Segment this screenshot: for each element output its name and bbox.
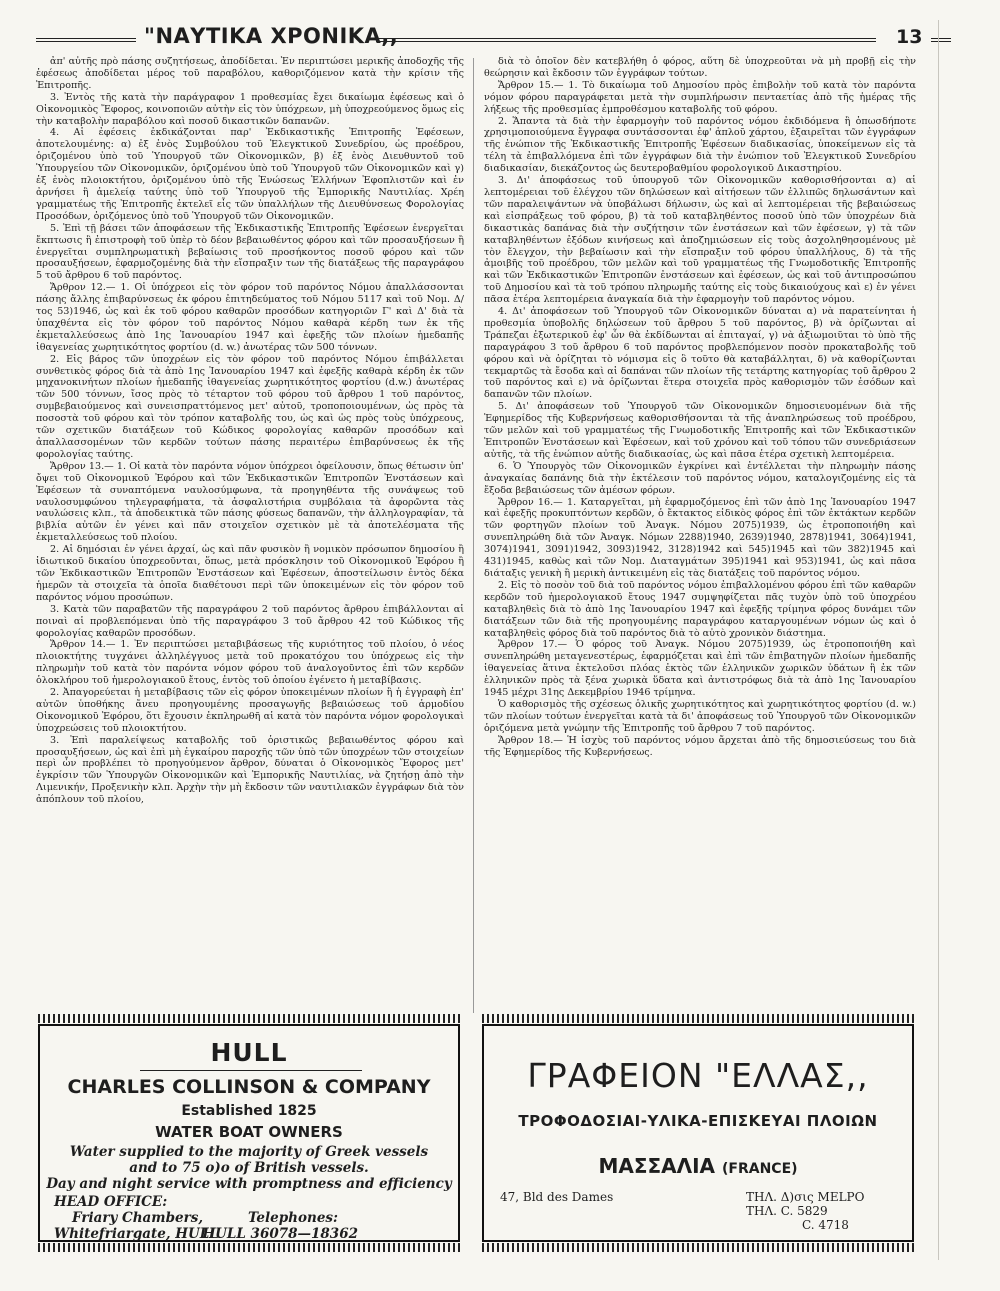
paragraph: 3. Ἐπὶ παραλείψεως καταβολῆς τοῦ ὁριστικῶς βεβαιωθέντος φόρου καὶ προσαυξήσεων, ὡς καὶ ἐπὶ μὴ ἐγκαίρου παροχῆς τῶν ὑπὸ τῶν ὑποχρέων τῶν στοιχείων περὶ ὧν προβλέπει τὸ προηγούμενον ἄρθρον, δύναται ὁ Οἰκονομικὸς Ἔφορος μετ' ἐγκρίσιν τῶν Ὑπουργῶν Οἰκονομικῶν καὶ Ἐμπορικῆς Ναυτιλίας, νὰ ζητήσῃ ἀπὸ τὴν Λιμενικήν, Προξενικὴν κλπ. Ἀρχὴν τὴν μὴ ἔκδοσιν τῶν ναυτιλιακῶν ἐγγράφων διὰ τὸν ἀπόπλουν τοῦ πλοίου, [36,734,464,806]
ad-company-name: CHARLES COLLINSON & COMPANY [67,1076,431,1098]
paragraph: 5. Δι' ἀποφάσεων τοῦ Ὑπουργοῦ τῶν Οἰκονομικῶν δημοσιευομένων διὰ τῆς Ἐφημερίδος τῆς Κυβερνήσεως καθορισθήσονται τὰ τῆς ἀναπληρώσεως τοῦ προέδρου, τῶν μελῶν καὶ τοῦ γραμματέως τῆς Γνωμοδοτικῆς Ἐπιτροπῆς καὶ τῶν Ἐκδικαστικῶν Ἐπιτροπῶν Ἐνστάσεων καὶ Ἐφέσεων, καὶ τοῦ χρόνου καὶ τοῦ τόπου τῶν συνεδριάσεων αὐτῆς, τὰ τῆς ἐνώπιον αὐτῆς διαδικασίας, ὡς καὶ πᾶσα ἑτέρα σχετικὴ λεπτομέρεια. [484,401,916,460]
office-line: Friary Chambers, [72,1210,204,1226]
slogan-line: Water supplied to the majority of Greek vessels [69,1144,429,1160]
ad-city [484,1154,912,1178]
page-header [36,22,951,54]
paragraph: 3. Ἐντὸς τῆς κατὰ τὴν παράγραφον 1 προθεσμίας ἔχει δικαίωμα ἐφέσεως καὶ ὁ Οἰκονομικὸς Ἔφορος, κοινοποιῶν αὐτὴν εἰς τὸν ὑπόχρεων, μὴ ὑποχρεούμενος ὅμως εἰς τὴν καταβολὴν παραβόλου καὶ ποσοῦ δικαστικῶν δαπανῶν. [36,91,464,127]
paragraph: 4. Δι' ἀποφάσεων τοῦ Ὑπουργοῦ τῶν Οἰκονομικῶν δύναται α) νὰ παρατείνηται ἡ προθεσμία ὑποβολῆς δηλώσεων τοῦ ἄρθρου 5 τοῦ παρόντος, β) νὰ ὁρίζωνται αἱ Τράπεζαι ἐξωτερικοῦ ἐφ' ὧν θὰ ἐκδίδωνται αἱ ἐπιταγαί, γ) νὰ ἀξιωμοιῦται τὸ ὑπὸ τῆς παραγράφου 3 τοῦ ἄρθρου 6 τοῦ παρόντος προβλεπόμενον ποσὸν προκαταβολῆς τοῦ φόρου καὶ νὰ ὁρίζηται τὸ νόμισμα εἰς ὃ τοῦτο θὰ καταβάλληται, δ) νὰ καθορίζωνται τεκμαρτῶς τὰ ἔσοδα καὶ αἱ δαπάναι τῶν πλοίων τῆς τετάρτης κατηγορίας τοῦ ἄρθρου 2 τοῦ παρόντος καὶ ε) νὰ ὁρίζωνται ἕτερα στοιχεῖα πρὸς καθορισμὸν τῶν ἐσόδων καὶ δαπανῶν τῶν πλοίων. [484,306,916,401]
paragraph: 4. Αἱ ἐφέσεις ἐκδικάζονται παρ' Ἐκδικαστικῆς Ἐπιτροπῆς Ἐφέσεων, ἀποτελουμένης: α) ἐξ ἑνὸς Συμβούλου τοῦ Ἐλεγκτικοῦ Συνεδρίου, ὡς προέδρου, ὁριζομένου ὑπὸ τοῦ Ὑπουργοῦ τῶν Οἰκονομικῶν, β) ἐξ ἑνὸς Διευθυντοῦ τοῦ Ὑπουργείου τῶν Οἰκονομικῶν, ὁριζομένου ὑπὸ τοῦ Ὑπουργοῦ τῶν Οἰκονομικῶν καὶ γ) ἐξ ἑνὸς πλοιοκτήτου, ὁριζομένου ὑπὸ τῆς Ἑνώσεως Ἑλλήνων Ἐφοπλιστῶν καὶ ἐν ἀρνήσει ἢ ἀμελείᾳ ταύτης ὑπὸ τοῦ Ὑπουργοῦ τῆς Ἐμπορικῆς Ναυτιλίας. Χρέη γραμματέως τῆς Ἐπιτροπῆς ἐκτελεῖ εἷς τῶν ὑπαλλήλων τῆς Διευθύνσεως Φορολογίας Προσόδων, ὁριζόμενος ὑπὸ τοῦ Ὑπουργοῦ τῶν Οἰκονομικῶν. [36,127,464,222]
country-name: (FRANCE) [722,1161,798,1177]
paragraph: 2. Εἰς τὸ ποσὸν τοῦ διὰ τοῦ παρόντος νόμου ἐπιβαλλομένου φόρου ἐπὶ τῶν καθαρῶν κερδῶν τοῦ ἡμερολογιακοῦ ἔτους 1947 συμψηφίζεται πᾶς τυχὸν ὑπὸ τοῦ ὑποχρέου καταβληθεὶς διὰ τὸ ἀπὸ 1ης Ἰανουαρίου 1947 καὶ ἐφεξῆς τρίμηνα φόρος δυνάμει τῶν διατάξεων τῶν διὰ τῆς προηγουμένης παραγράφου καταργουμένων νόμων ὡς καὶ ὁ καταβληθεὶς φόρος διὰ τοῦ παρόντος διὰ τὸ αὐτὸ χρονικὸν διάστημα. [484,579,916,639]
header-rule-middle [376,38,876,42]
office-label: HEAD OFFICE: [54,1194,168,1210]
paragraph: Ἄρθρον 17.— Ὁ φόρος τοῦ Ἀναγκ. Νόμου 2075)1939, ὡς ἐτροποποιήθη καὶ συνεπληρώθη μεταγενεστέρως, ἐφαρμόζεται καὶ ἐπὶ τῶν ἐπιβατηγῶν πλοίων ἡμεδαπῆς ἰθαγενείας ἅτινα ἐκτελοῦσι πλόας ἐκτὸς τῶν ἑλληνικῶν χωρικῶν ὑδάτων ἢ ἐκ τῶν ἑλληνικῶν πρὸς τὰ ξένα χωρικὰ ὕδατα καὶ ἀντιστρόφως διὰ τὰ ἀπὸ 1ης Ἰανουαρίου 1945 μέχρι 31ης Δεκεμβρίου 1946 τρίμηνα. [484,639,916,699]
telegraph-line: ΤΗΛ. Δ)σις MELPO [746,1190,865,1204]
paragraph: 3. Κατὰ τῶν παραβατῶν τῆς παραγράφου 2 τοῦ παρόντος ἄρθρου ἐπιβάλλονται αἱ ποιναὶ αἱ προβλεπόμεναι ὑπὸ τῆς παραγράφου 3 τοῦ ἄρθρου 42 τοῦ Κώδικος τῆς φορολογίας καθαρῶν προσόδων. [36,603,464,639]
paragraph: 3. Δι' ἀποφάσεως τοῦ ὑπουργοῦ τῶν Οἰκονομικῶν καθορισθήσονται α) αἱ λεπτομέρειαι τοῦ ἐλέγχου τῶν δηλώσεων καὶ αἰτήσεων τῶν ἐλλιπῶς δηλωσάντων καὶ τῶν παραλειψάντων νὰ ὑποβάλωσι δήλωσιν, ὡς καὶ αἱ λεπτομέρειαι τῆς βεβαιώσεως καὶ εἰσπράξεως τοῦ φόρου, β) τὰ τοῦ καταβληθέντος ποσοῦ ὑπὸ τῶν ὑποχρέων διὰ δικαστικὰς δαπάνας διὰ τὴν συζήτησιν τῶν ἐνστάσεων καὶ τῶν ἐφέσεων, γ) τὰ τῶν καταβληθέντων ἐξόδων κινήσεως καὶ ἀποζημιώσεων εἰς τοὺς ἀσχοληθησομένους μὲ τὸν ἔλεγχον, τὴν βεβαίωσιν καὶ τὴν εἴσπραξιν τοῦ φόρου ὑπαλλήλους, δ) τὰ τῆς ἀμοιβῆς τοῦ προέδρου, τῶν μελῶν καὶ τοῦ γραμματέως τῆς Γνωμοδοτικῆς Ἐπιτροπῆς καὶ τῶν Ἐκδικαστικῶν Ἐπιτροπῶν ἐνστάσεων καὶ ἐφέσεων, ὡς καὶ τοῦ ἀντιπροσώπου τοῦ Δημοσίου καὶ τὰ τοῦ τρόπου πληρωμῆς ταύτης εἰς τοὺς δικαιούχους καὶ ε) ἐν γένει πᾶσα ἑτέρα λεπτομέρεια ἀναγκαία διὰ τὴν ἐφαρμογὴν τοῦ παρόντος νόμου. [484,175,916,306]
page-number: 13 [896,26,923,48]
advertisement-hull [38,1024,460,1242]
paragraph: Ἄρθρον 12.— 1. Οἱ ὑπόχρεοι εἰς τὸν φόρον τοῦ παρόντος Νόμου ἀπαλλάσσονται πάσης ἄλλης ἐπιβαρύνσεως ἐκ φόρου ἐπιτηδεύματος τοῦ Νόμου 5117 καὶ τοῦ Νομ. Δ/τος 53)1946, ὡς καὶ ἐκ τοῦ φόρου καθαρῶν προσόδων κατηγοριῶν Γ' καὶ Δ' διὰ τὰ ὑπαχθέντα εἰς τὸν φόρον τοῦ παρόντος Νόμου καθαρὰ κέρδη των ἐκ τῆς ἐκμεταλλεύσεως ἀπὸ 1ης Ἰανουαρίου 1947 καὶ ἐφεξῆς τῶν πλοίων ἡμεδαπῆς ἰθαγενείας χωρητικότητος φορτίου (d. w.) ἀνωτέρας τῶν 500 τόννων. [36,282,464,353]
publication-title: "ΝΑΥΤΙΚΑ ΧΡΟΝΙΚΑ,, [144,24,399,48]
paragraph: διὰ τὸ ὁποῖον δὲν κατεβλήθη ὁ φόρος, αὕτη δὲ ὑποχρεοῦται νὰ μὴ προβῇ εἰς τὴν θεώρησιν καὶ ἔκδοσιν τῶν ἐγγράφων τούτων. [484,56,916,79]
slogan-line: and to 75 o)o of British vessels. [129,1160,369,1176]
paragraph: Ἄρθρον 14.— 1. Ἐν περιπτώσει μεταβιβάσεως τῆς κυριότητος τοῦ πλοίου, ὁ νέος πλοιοκτήτης τυγχάνει ἀλληλέγγυος μετὰ τοῦ προκατόχου του ὑπόχρεως εἰς τὴν πληρωμὴν τοῦ κατὰ τὸν παρόντα νόμον φόρου τοῦ ἀναλογοῦντος ἐπὶ τῶν κερδῶν ὁλοκλήρου τοῦ ἡμερολογιακοῦ ἔτους, ἐντὸς τοῦ ὁποίου ἐγένετο ἡ μεταβίβασις. [36,639,464,687]
ad-established: Established 1825 [181,1103,317,1119]
ad-address: 47, Bld des Dames [500,1190,614,1204]
ad-services: ΤΡΟΦΟΔΟΣΙΑΙ-ΥΛΙΚΑ-ΕΠΙΣΚΕΥΑΙ ΠΛΟΙΩΝ [518,1112,878,1130]
paragraph: Ἄρθρον 13.— 1. Οἱ κατὰ τὸν παρόντα νόμον ὑπόχρεοι ὀφείλουσιν, ὅπως θέτωσιν ὑπ' ὄψει τοῦ Οἰκονομικοῦ Ἐφόρου καὶ τῶν Ἐκδικαστικῶν Ἐπιτροπῶν Ἐνστάσεων καὶ Ἐφέσεων τὰ συναπτόμενα ναυλοσύμφωνα, τὰ προηγηθέντα τῆς συνάψεως τοῦ ναυλοσυμφώνου τηλεγραφήματα, τὰ ἀσφαλιστήρια συμβόλαια τὰ ἀφορῶντα τὰς ναυλώσεις κλπ., τὰ ἀποδεικτικὰ τῶν πάσης φύσεως δαπανῶν, τὴν ἀλληλογραφίαν, τὰ βιβλία αὐτῶν ἐν γένει καὶ πᾶν στοιχεῖον σχετικὸν μὲ τὰ ἀποτελέσματα τῆς ἐκμεταλλεύσεως τοῦ πλοίου. [36,460,464,544]
ad-telephones [40,1194,358,1242]
paragraph: 2. Αἱ δημόσιαι ἐν γένει ἀρχαί, ὡς καὶ πᾶν φυσικὸν ἢ νομικὸν πρόσωπον δημοσίου ἢ ἰδιωτικοῦ δικαίου ὑποχρεοῦνται, ὅπως, μετὰ πρόσκλησιν τοῦ Οἰκονομικοῦ Ἐφόρου ἢ τῶν Ἐκδικαστικῶν Ἐπιτροπῶν Ἐνστάσεων καὶ Ἐφέσεων, ἀποστείλωσιν ἐντὸς δέκα ἡμερῶν τὰ στοιχεῖα τὰ ὁποῖα διαθέτουσι περὶ τῶν ὑποκειμένων εἰς τὸν φόρον τοῦ παρόντος νόμου προσώπων. [36,544,464,603]
ad-divider [140,1070,362,1071]
ad-slogan [40,1144,458,1192]
paragraph: Ὁ καθορισμὸς τῆς σχέσεως ὁλικῆς χωρητικότητος καὶ χωρητικότητος φορτίου (d. w.) τῶν πλοίων τούτων ἐνεργεῖται κατὰ τὰ δι' ἀποφάσεως τοῦ Ὑπουργοῦ τῶν Οἰκονομικῶν ὁριζόμενα μετὰ γνώμην τῆς Ἐπιτροπῆς τοῦ ἄρθρου 7 τοῦ παρόντος. [484,698,916,734]
column-divider [473,58,474,1013]
advertisement-ellas [482,1024,914,1242]
header-rule-right [931,38,951,42]
paragraph: Ἄρθρον 16.— 1. Καταργεῖται, μὴ ἐφαρμοζόμενος ἐπὶ τῶν ἀπὸ 1ης Ἰανουαρίου 1947 καὶ ἐφεξῆς προκυπτόντων κερδῶν, ὁ ἔκτακτος εἰδικὸς φόρος ἐπὶ τῶν ἐκτάκτων κερδῶν τῶν φορτηγῶν πλοίων τοῦ Ἀναγκ. Νόμου 2075)1939, ὡς ἐτροποποιήθη καὶ συνεπληρώθη διὰ τῶν Ἀναγκ. Νόμων 2288)1940, 2639)1940, 2878)1941, 3064)1941, 3074)1941, 3091)1942, 3093)1942, 3128)1942 καὶ 545)1945 καὶ τῶν 382)1945 καὶ 431)1945, καθὼς καὶ τῶν Νομ. Διαταγμάτων 395)1941 καὶ 953)1941, ὡς καὶ πᾶσα διάταξις γενικὴ ἢ μερικὴ ἀντικειμένη εἰς τὰς διατάξεις τοῦ παρόντος νόμου. [484,496,916,579]
header-rule-left [36,38,136,42]
paragraph: ἀπ' αὐτῆς πρὸ πάσης συζητήσεως, ἀποδίδεται. Ἐν περιπτώσει μερικῆς ἀποδοχῆς τῆς ἐφέσεως ἀποδίδεται μέρος τοῦ παραβόλου, καθοριζόμενον κατὰ τὴν κρίσιν τῆς Ἐπιτροπῆς. [36,56,464,91]
telephone-line: ΤΗΛ. C. 5829 [746,1204,828,1218]
paragraph: 6. Ὁ Ὑπουργὸς τῶν Οἰκονομικῶν ἐγκρίνει καὶ ἐντέλλεται τὴν πληρωμὴν πάσης ἀναγκαίας δαπάνης διὰ τὴν ἐκτέλεσιν τοῦ παρόντος νόμου, καταλογιζομένης εἰς τὰ ἔξοδα βεβαιώσεως τῶν ἀμέσων φόρων. [484,460,916,496]
paragraph: 2. Ἀπαγορεύεται ἡ μεταβίβασις τῶν εἰς φόρον ὑποκειμένων πλοίων ἢ ἡ ἐγγραφὴ ἐπ' αὐτῶν ὑποθήκης ἄνευ προηγουμένης προσαγωγῆς βεβαιώσεως τοῦ ἁρμοδίου Οἰκονομικοῦ Ἐφόρου, ὅτι ἔχουσιν ἐκπληρωθῆ αἱ κατὰ τὸν παρόντα νόμον φορολογικαὶ ὑποχρεώσεις τοῦ πλοιοκτήτου. [36,687,464,734]
telephones-value: HULL 36078—18362 [202,1226,358,1242]
paragraph: Ἄρθρον 18.— Ἡ ἰσχὺς τοῦ παρόντος νόμου ἄρχεται ἀπὸ τῆς δημοσιεύσεως του διὰ τῆς Ἐφημερίδος τῆς Κυβερνήσεως. [484,734,916,758]
ad-city: HULL [210,1038,288,1067]
ad-office-name: ΓΡΑΦΕΙΟΝ "ΕΛΛΑΣ,, [527,1056,869,1095]
left-text-column [36,56,464,1016]
ad-telephones [746,1190,864,1232]
paragraph: Ἄρθρον 15.— 1. Τὸ δικαίωμα τοῦ Δημοσίου πρὸς ἐπιβολὴν τοῦ κατὰ τὸν παρόντα νόμον φόρου παραγράφεται μετὰ τὴν συμπλήρωσιν πενταετίας ἀπὸ τῆς ἡμέρας τῆς λήξεως τῆς προθεσμίας ἐμπροθέσμου καταβολῆς τοῦ φόρου. [484,79,916,115]
paragraph: 2. Εἰς βάρος τῶν ὑποχρέων εἰς τὸν φόρον τοῦ παρόντος Νόμου ἐπιβάλλεται συνθετικὸς φόρος διὰ τὰ ἀπὸ 1ης Ἰανουαρίου 1947 καὶ ἐφεξῆς καθαρὰ κέρδη ἐκ τῶν μηχανοκινήτων πλοίων ἡμεδαπῆς ἰθαγενείας χωρητικότητος φορτίου (d.w.) ἀνωτέρας τῶν 500 τόννων, ἴσος πρὸς τὸ τέταρτον τοῦ φόρου τοῦ ἄρθρου 1 τοῦ παρόντος, συμβεβαιούμενος καὶ συνεισπραττόμενος μετ' αὐτοῦ, τροποποιουμένων, ὡς πρὸς τὰ ποσοστὰ τοῦ φόρου καὶ τὸν τρόπον καταβολῆς του, ὡς καὶ ὡς πρὸς τοὺς ὑπόχρεους, τῶν σχετικῶν διατάξεων τοῦ Κώδικος φορολογίας καθαρῶν προσόδων καὶ ἀπαλλασσομένων τῶν κερδῶν τούτων πάσης περαιτέρω ἐπιβαρύνσεως ἐκ τῆς φορολογίας ταύτης. [36,353,464,460]
paragraph: 2. Ἅπαντα τὰ διὰ τὴν ἐφαρμογὴν τοῦ παρόντος νόμου ἐκδιδόμενα ἢ ὁπωσδήποτε χρησιμοποιούμενα ἔγγραφα συντάσσονται ἐφ' ἁπλοῦ χάρτου, ἐξαιρεῖται τῶν ἐγγράφων τῆς ἐνώπιον τῆς Ἐκδικαστικῆς Ἐπιτροπῆς Ἐφέσεων διαδικασίας, ὑποκείμενων εἰς τὰ τέλη τὰ ἐπιβαλλόμενα ἐπὶ τῶν ἐγγράφων διὰ τὴν ἐνώπιον τοῦ Ἐλεγκτικοῦ Συνεδρίου διαδικασίαν, διεκάζοντος ὡς δευτεροβαθμίου φορολογικοῦ Δικαστηρίου. [484,115,916,175]
office-line: Whitefriargate, HULL [54,1226,219,1242]
telephones-label: Telephones: [247,1210,338,1226]
paragraph: 5. Ἐπὶ τῇ βάσει τῶν ἀποφάσεων τῆς Ἐκδικαστικῆς Ἐπιτροπῆς Ἐφέσεων ἐνεργεῖται ἔκπτωσις ἢ ἐπιστροφὴ τοῦ ὑπὲρ τὸ δέον βεβαιωθέντος φόρου καὶ τῶν προσαυξήσεων ἢ ἐνεργεῖται συμπληρωματικὴ βεβαίωσις τοῦ προσήκοντος ποσοῦ φόρου καὶ τῶν προσαυξήσεων, ἐφαρμοζομένης διὰ τὴν εἴσπραξιν των τῆς διατάξεως τῆς παραγράφου 5 τοῦ ἄρθρου 6 τοῦ παρόντος. [36,222,464,282]
right-text-column [484,56,916,1016]
page-edge-line [938,20,939,1260]
ad-business: WATER BOAT OWNERS [155,1123,343,1141]
slogan-line: Day and night service with promptness and efficiency [46,1176,452,1192]
telephone-line: C. 4718 [802,1218,849,1232]
city-name: ΜΑΣΣΑΛΙΑ [598,1154,716,1178]
